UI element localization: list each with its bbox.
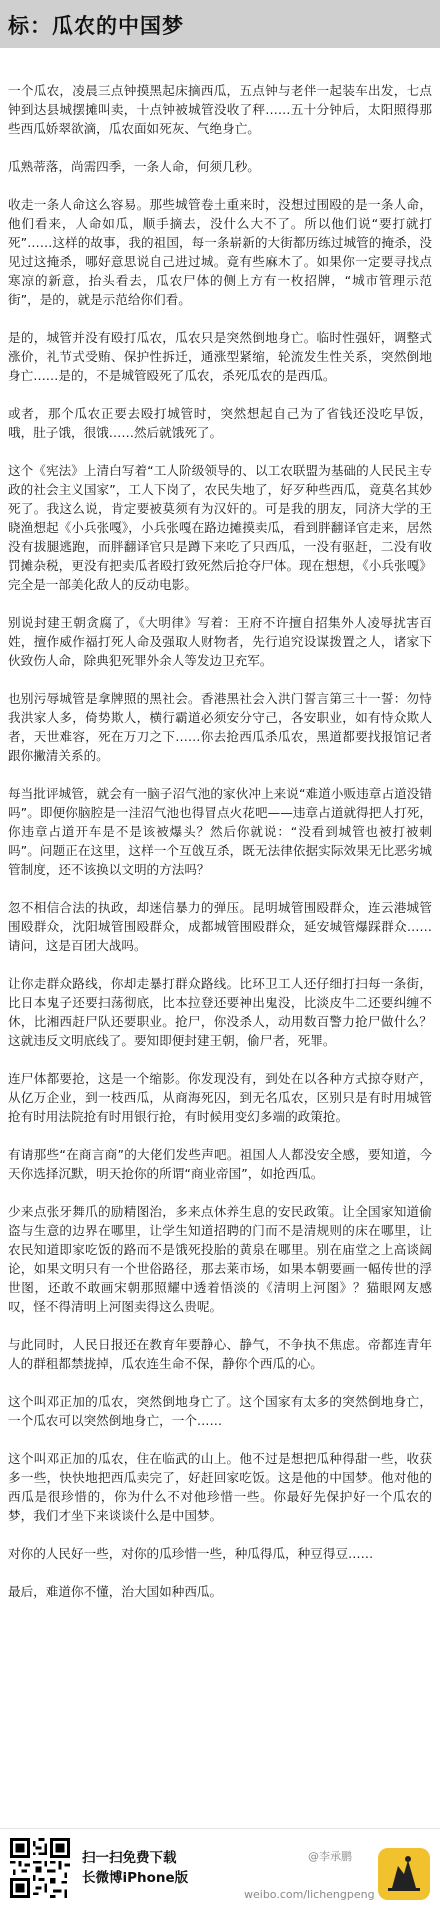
- article-paragraph: 对你的人民好一些，对你的瓜珍惜一些，种瓜得瓜，种豆得豆……: [8, 1546, 374, 1561]
- article-paragraph: 是的，城管并没有殴打瓜农，瓜农只是突然倒地身亡。临时性强奸，调整式涨价，礼节式受贿、保护性拆迁，通涨型紧缩，轮流发生性关系，突然倒地身亡……是的，不是城管殴死了瓜农，杀死瓜农的是西瓜。: [8, 330, 432, 383]
- article-paragraph: 这个《宪法》上清白写着“工人阶级领导的、以工农联盟为基础的人民民主专政的社会主义国家”，工人下岗了，农民失地了，好歹种些西瓜，竟莫名其妙死了。我这么说，肯定要被莫须有为汉奸的。可是我的朋友，同济大学的王晓渔想起《小兵张嘎》，小兵张嘎在路边摊摸卖瓜，看到胖翻译官走来，居然没有拔腿逃跑，而胖翻译官只是蹲下来吃了只西瓜，一没有驱赶，二没有收罚摊杂税，更没有把卖瓜者殴打致死然后抢夺尸体。现在想想，《小兵张嘎》完全是一部美化敌人的反动电影。: [8, 463, 432, 592]
- download-promo-line2: 长微博iPhone版: [82, 1870, 189, 1886]
- qr-code-icon: [10, 1838, 70, 1898]
- article-paragraph: 这个叫邓正加的瓜农，突然倒地身亡了。这个国家有太多的突然倒地身亡，一个瓜农可以突然倒地身亡，一个……: [8, 1394, 432, 1428]
- article-paragraph: 让你走群众路线，你却走暴打群众路线。比环卫工人还仔细打扫每一条街，比日本鬼子还要扫荡彻底，比本拉登还要神出鬼没，比淡皮牛二还要纠缠不休，比湘西赶尸队还要职业。抢尸，你没杀人，动用数百警力抢尸做什么？这就违反文明底线了。要知即便封建王朝，偷尸者，死罪。: [8, 976, 432, 1048]
- article-paragraph: 与此同时，人民日报还在教育年要静心、静气，不争执不焦虑。帝都连青年人的群租都禁拢掉，瓜农连生命不保，静你个西瓜的心。: [8, 1337, 432, 1371]
- download-promo: [82, 1848, 188, 1888]
- article-paragraph: 收走一条人命这么容易。那些城管卷土重来时，没想过围殴的是一条人命，他们看来，人命如瓜，顺手摘去，没什么大不了。所以他们说“要打就打死”……这样的故事，我的祖国，每一条崭新的大街都历练过城管的掩杀，没见过这掩杀，哪好意思说自己进过城。竟有些麻木了。如果你一定要寻找点寒凉的新意，抬头看去，瓜农尸体的侧上方有一枚招牌，“城市管理示范街”，是的，就是示范给你们看。: [8, 197, 432, 307]
- article-paragraph: 或者，那个瓜农正要去殴打城管时，突然想起自己为了省钱还没吃早饭，哦，肚子饿，很饿……然后就饿死了。: [8, 406, 432, 440]
- article-paragraph: 瓜熟蒂落，尚需四季，一条人命，何须几秒。: [8, 159, 260, 174]
- page-title: 标：瓜农的中国梦: [8, 14, 184, 38]
- article-paragraph: 每当批评城管，就会有一脑子沼气池的家伙冲上来说“难道小贩违章占道没错吗”。即便你脑腔是一洼沼气池也得冒点火花吧——违章占道就得把人打死，你违章占道开车是不是该被爆头？然后你就说：“没看到城管也被打被刺吗”。问题正在这里，这样一个互戗互杀，既无法律依据实际效果无比恶劣城管制度，还不该换以文明的方法吗？: [8, 786, 432, 877]
- article-paragraph: 少来点张牙舞爪的励精图治，多来点休养生息的安民政策。让全国家知道偷盗与生意的边界在哪里，让学生知道招聘的门而不是清规则的床在哪里，让农民知道即家吃饭的路而不是饿死投胎的黄泉在哪里。别在庙堂之上高谈阔论，如果文明只有一个世俗路径，那去莱市场，如果本朝要画一幅传世的浮世图，还敢不敢画宋朝那照耀中透着悟淡的《清明上河图》？猫眼网友感叹，怪不得清明上河图卖得这么贵呢。: [8, 1204, 432, 1314]
- article-paragraph: 最后，难道你不懂，治大国如种西瓜。: [8, 1584, 223, 1599]
- article-body: [8, 81, 432, 1620]
- article-paragraph: 也别污辱城管是拿牌照的黑社会。香港黑社会入洪门誓言第三十一誓：勿恃我洪家人多，倚势欺人，横行霸道必须安分守己，各安职业，如有恃众欺人者，天世难容，死在万刀之下……你去抢西瓜杀瓜农，黑道都要找报馆记者跟你撇清关系的。: [8, 691, 432, 763]
- article-paragraph: 连尸体都要抢，这是一个缩影。你发现没有，到处在以各种方式掠夺财产，从亿万企业，到一枝西瓜，从商海死囚，到无名瓜农，区别只是有时用城管抢有时用法院抢有时用银行抢，有时候用变幻多端的政策抢。: [8, 1071, 432, 1124]
- article-paragraph: 这个叫邓正加的瓜农，住在临武的山上。他不过是想把瓜种得甜一些，收获多一些，快快地把西瓜卖完了，好赶回家吃饭。这是他的中国梦。他对他的西瓜是很珍惜的，你为什么不对他珍惜一些。你最好先保护好一个瓜农的梦，我们才坐下来谈谈什么是中国梦。: [8, 1451, 432, 1523]
- article-paragraph: 一个瓜农，凌晨三点钟摸黑起床摘西瓜，五点钟与老伴一起装车出发，七点钟到达县城摆摊叫卖，十点钟被城管没收了秤……五十分钟后，太阳照得那些西瓜娇翠欲滴，瓜农面如死灰、气绝身亡。: [8, 83, 432, 136]
- article-paragraph: 有请那些“在商言商”的大佬们发些声吧。祖国人人都没安全感，要知道，今天你选择沉默，明天抢你的所谓“商业帝国”，如抢西瓜。: [8, 1147, 432, 1181]
- article-paragraph: 别说封建王朝贪腐了，《大明律》写着：王府不许擅自招集外人凌辱扰害百姓，擅作威作福打死人命及强取人财物者，先行追究设谋拨置之人，诸家下伙致伤人命，除典犯死罪外余人等发边卫充军。: [8, 615, 432, 668]
- title-bar: [0, 0, 440, 48]
- weibo-handle: @李承鹏: [308, 1850, 352, 1863]
- download-promo-line1: 扫一扫免费下载: [82, 1850, 177, 1866]
- app-logo-icon: [378, 1848, 430, 1900]
- footer-divider: [0, 1828, 440, 1829]
- article-paragraph: 忽不相信合法的执政，却迷信暴力的弹压。昆明城管围殴群众，连云港城管围殴群众，沈阳城管围殴群众，成都城管围殴群众，延安城管爆踩群众……请问，这是百团大战吗。: [8, 900, 432, 953]
- weibo-url: weibo.com/lichengpeng: [244, 1888, 375, 1901]
